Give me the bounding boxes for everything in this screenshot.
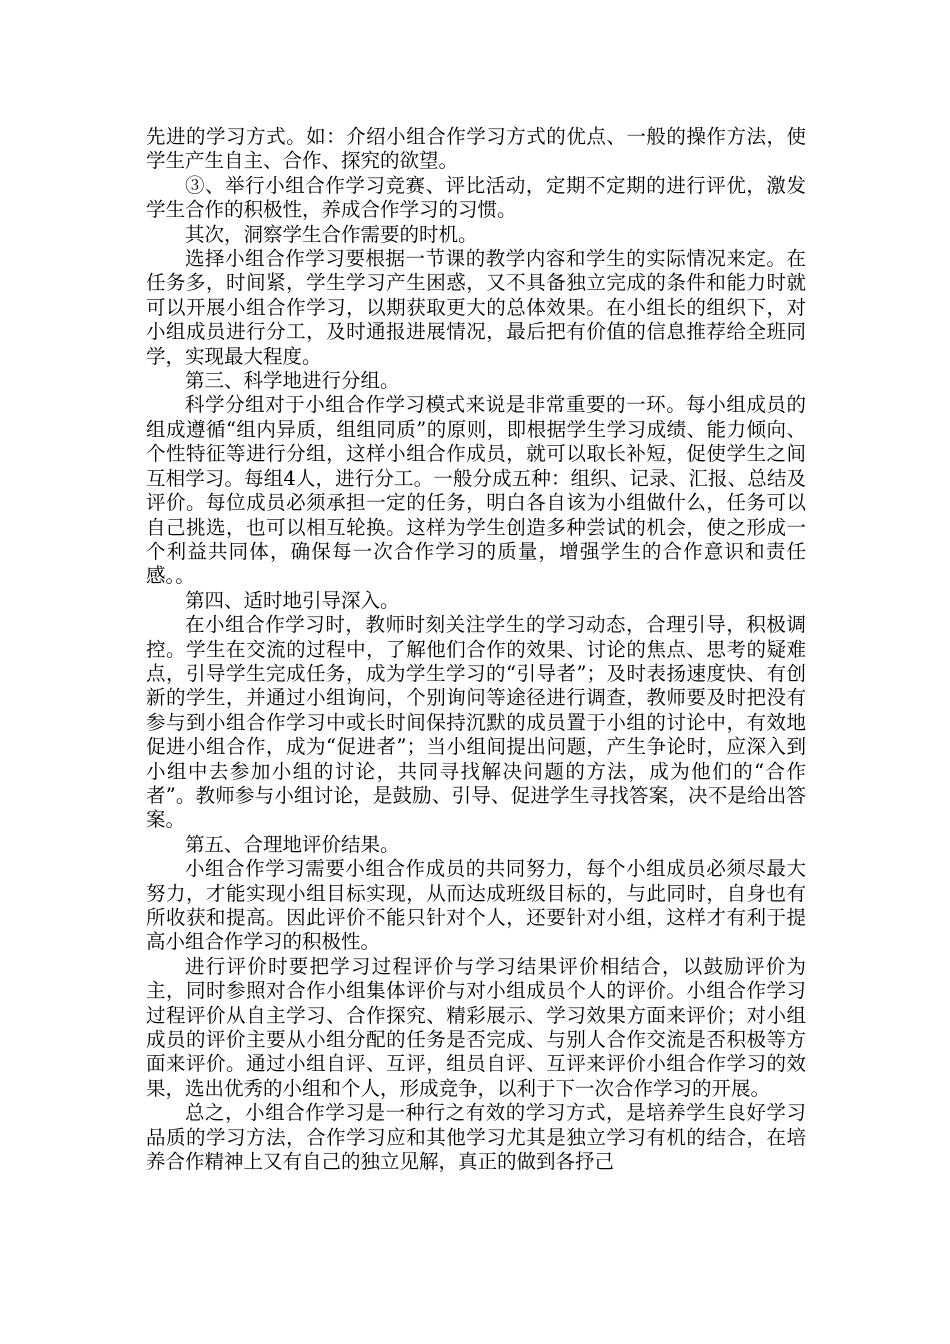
paragraph: 选择小组合作学习要根据一节课的教学内容和学生的实际情况来定。在任务多，时间紧，学生学习产生困惑，又不具备独立完成的条件和能力时就可以开展小组合作学习，以期获取更大的总体效果。在小组长的组织下，对小组成员进行分工，及时通报进展情况，最后把有价值的信息推荐给全班同学，实现最大程度。 <box>146 247 806 368</box>
paragraph: 小组合作学习需要小组合作成员的共同努力，每个小组成员必须尽最大努力，才能实现小组目标实现，从而达成班级目标的，与此同时，自身也有所收获和提高。因此评价不能只针对个人，还要针对小组，这样才有利于提高小组合作学习的积极性。 <box>146 857 806 954</box>
section-heading: 第三、科学地进行分组。 <box>185 369 400 393</box>
document-body <box>146 125 806 1174</box>
paragraph: 进行评价时要把学习过程评价与学习结果评价相结合，以鼓励评价为主，同时参照对合作小组集体评价与对小组成员个人的评价。小组合作学习过程评价从自主学习、合作探究、精彩展示、学习效果方面来评价；对小组成员的评价主要从小组分配的任务是否完成、与别人合作交流是否积极等方面来评价。通过小组自评、互评，组员自评、互评来评价小组合作学习的效果，选出优秀的小组和个人，形成竞争，以利于下一次合作学习的开展。 <box>146 954 806 1100</box>
section-heading: 其次，洞察学生合作需要的时机。 <box>185 222 478 246</box>
section-heading: 第四、适时地引导深入。 <box>185 588 400 612</box>
paragraph: ③、举行小组合作学习竞赛、评比活动，定期不定期的进行评优，激发学生合作的积极性，养成合作学习的习惯。 <box>146 173 806 222</box>
paragraph: 先进的学习方式。如：介绍小组合作学习方式的优点、一般的操作方法，使学生产生自主、合作、探究的欲望。 <box>146 125 806 173</box>
section-heading: 第五、合理地评价结果。 <box>185 832 400 856</box>
paragraph: 在小组合作学习时，教师时刻关注学生的学习动态，合理引导，积极调控。学生在交流的过程中，了解他们合作的效果、讨论的焦点、思考的疑难点，引导学生完成任务，成为学生学习的“引导者”；及时表扬速度快、有创新的学生，并通过小组询问，个别询问等途径进行调查，教师要及时把没有参与到小组合作学习中或长时间保持沉默的成员置于小组的讨论中，有效地促进小组合作，成为“促进者”；当小组间提出问题，产生争论时，应深入到小组中去参加小组的讨论，共同寻找解决问题的方法，成为他们的“合作者”。教师参与小组讨论，是鼓励、引导、促进学生寻找答案，决不是给出答案。 <box>146 613 806 832</box>
paragraph: 总之，小组合作学习是一种行之有效的学习方式，是培养学生良好学习品质的学习方法，合作学习应和其他学习尤其是独立学习有机的结合，在培养合作精神上又有自己的独立见解，真正的做到各抒己 <box>146 1101 806 1174</box>
paragraph: 科学分组对于小组合作学习模式来说是非常重要的一环。每小组成员的组成遵循“组内异质，组组同质”的原则，即根据学生学习成绩、能力倾向、个性特征等进行分组，这样小组合作成员，就可以取长补短，促使学生之间互相学习。每组4人，进行分工。一般分成五种：组织、记录、汇报、总结及评价。每位成员必须承担一定的任务，明白各自该为小组做什么，任务可以自己挑选，也可以相互轮换。这样为学生创造多种尝试的机会，使之形成一个利益共同体，确保每一次合作学习的质量，增强学生的合作意识和责任感。。 <box>146 393 806 588</box>
